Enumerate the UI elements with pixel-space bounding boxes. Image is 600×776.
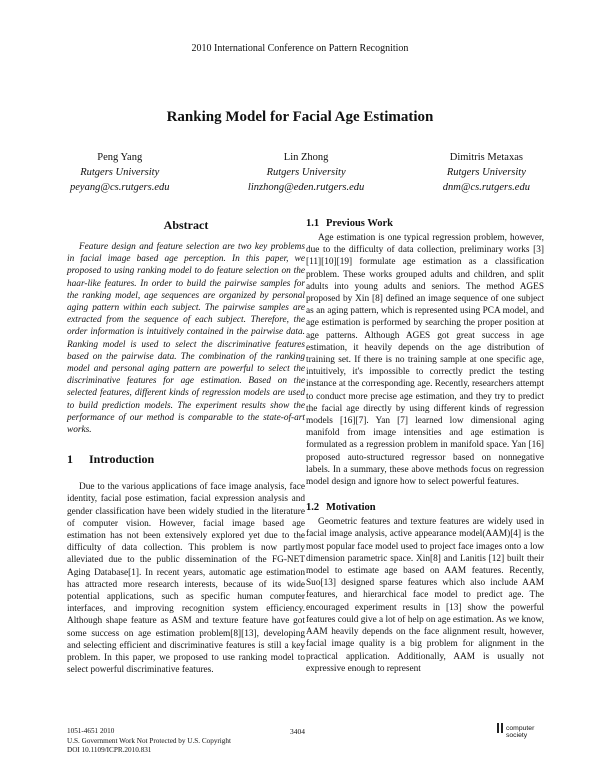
author-block — [70, 150, 530, 195]
footer-info — [67, 727, 231, 756]
logo-text — [506, 725, 534, 739]
author-1 — [70, 150, 169, 195]
computer-society-icon — [496, 720, 506, 746]
subsection-number: 1.2 — [306, 502, 320, 514]
motivation-text: Geometric features and texture features are widely used in facial image analysis, active appearance model(AAM)[4] is the most popular face model used to project face images onto a low dimension parametric space. Xin[8] and Lanitis [12] built their model to estimate age based on AAM features. Recently, Suo[13] designed sparse features which also include AAM features, and hierarchical face model to predict age. The encouraged experiment results in [13] show the powerful features could give a lot of help on age estimation. As we know, AAM heavily depends on the face alignment result, however, facial image quality is a big problem for alignment in the practical application. Additionally, AAM is usually not expressive enough to represent — [306, 517, 544, 674]
author-affiliation: Rutgers University — [446, 167, 526, 178]
author-email: linzhong@eden.rutgers.edu — [247, 182, 365, 193]
left-column — [67, 218, 305, 677]
issn: 1051-4651 2010 — [67, 727, 115, 735]
author-name: Peng Yang — [97, 152, 143, 163]
abstract-text: Feature design and feature selection are two key problems in facial image based age perception. In this paper, we proposed to using ranking model to do feature selection on the haar-like features. In order to build the pairwise samples for the ranking model, age sequences are organized by personal aging pattern within each subject. The pairwise samples are extracted from the sequence of each subject. Therefore, the order information is intuitively contained in the pairwise data. Ranking model is used to select the discriminative features based on the pairwise data. The combination of the ranking model and personal aging pattern are powerful to select the discriminative features for age estimation. Based on the selected features, different kinds of regression models are used to build prediction models. The experiment results show the performance of our method is comparable to the state-of-art works. — [67, 242, 305, 436]
motivation-heading — [306, 502, 544, 513]
previous-work-text: Age estimation is one typical regression problem, however, due to the difficulty of data collection, preliminary works [3][11][10][19] formulate age estimation as a classification problem. These works grouped adults and children, and split adults into young adults and seniors. The method AGES proposed by Xin [8] defined an image sequence of one subject as an aging pattern, which is represented using PCA model, and age estimation is performed by searching the proper position at age patterns. Although AGES got great success in age estimation, it heavily depends on the age distribution of training set. If there is no training sample at one specific age, intuitively, it's impossible to correctly predict the testing instance at the corresponding age. Recently, researchers attempt to conduct more precise age estimation, and they try to predict the facial age directly by using different kinds of regression models [16][7]. Yan [7] learned low dimensional aging manifold from image intensities and age estimation is formulated as a regression problem in manifold space. Yan [16] proposed auto-structured regressor based on nonnegative labels. In a summary, these above methods focus on regression model design and ignore how to select powerful features. — [306, 233, 544, 488]
paper-title: Ranking Model for Facial Age Estimation — [166, 109, 434, 125]
author-name: Lin Zhong — [283, 152, 329, 163]
abstract-heading: Abstract — [163, 218, 209, 232]
conference-header: 2010 International Conference on Pattern Recognition — [191, 43, 409, 54]
section-number: 1 — [67, 452, 73, 467]
author-2 — [248, 150, 364, 195]
copyright-notice: U.S. Government Work Not Protected by U.S. Copyright — [67, 736, 231, 745]
logo-line-1: computer — [506, 725, 535, 732]
doi: DOI 10.1109/ICPR.2010.831 — [67, 746, 152, 754]
author-affiliation: Rutgers University — [266, 167, 346, 178]
author-email: peyang@cs.rutgers.edu — [70, 182, 170, 193]
introduction-text: Due to the various applications of face image analysis, face identity, facial pose estimation, facial expression analysis and gender classification have been widely studied in the literature of computer vision. However, facial image based age estimation has not been extensively explored yet due to the difficulty of data collection. This problem is now partly alleviated due to the public dissemination of the FG-NET Aging Database[1]. In recent years, automatic age estimation has attracted more research interests, because of its wide potential applications, such as specific human computer interfaces, and improving recognition system efficiency. Although shape feature as ASM and texture feature have got some success on age estimation problem[8][13], developing and selecting efficient and discriminative features is still a key problem. In this paper, we proposed to use ranking model to select powerful discriminative features. — [67, 482, 305, 676]
page-number: 3404 — [290, 727, 305, 736]
subsection-title: Previous Work — [326, 218, 393, 229]
author-3 — [443, 150, 530, 195]
logo-line-2: society — [506, 732, 528, 739]
computer-society-logo — [496, 720, 536, 746]
subsection-title: Motivation — [326, 502, 376, 514]
author-affiliation: Rutgers University — [80, 167, 160, 178]
author-email: dnm@cs.rutgers.edu — [442, 182, 530, 193]
subsection-number: 1.1 — [306, 218, 320, 229]
author-name: Dimitris Metaxas — [449, 152, 523, 163]
previous-work-heading — [306, 218, 544, 229]
right-column — [306, 218, 544, 675]
introduction-heading — [67, 452, 305, 467]
section-title: Introduction — [89, 452, 155, 467]
